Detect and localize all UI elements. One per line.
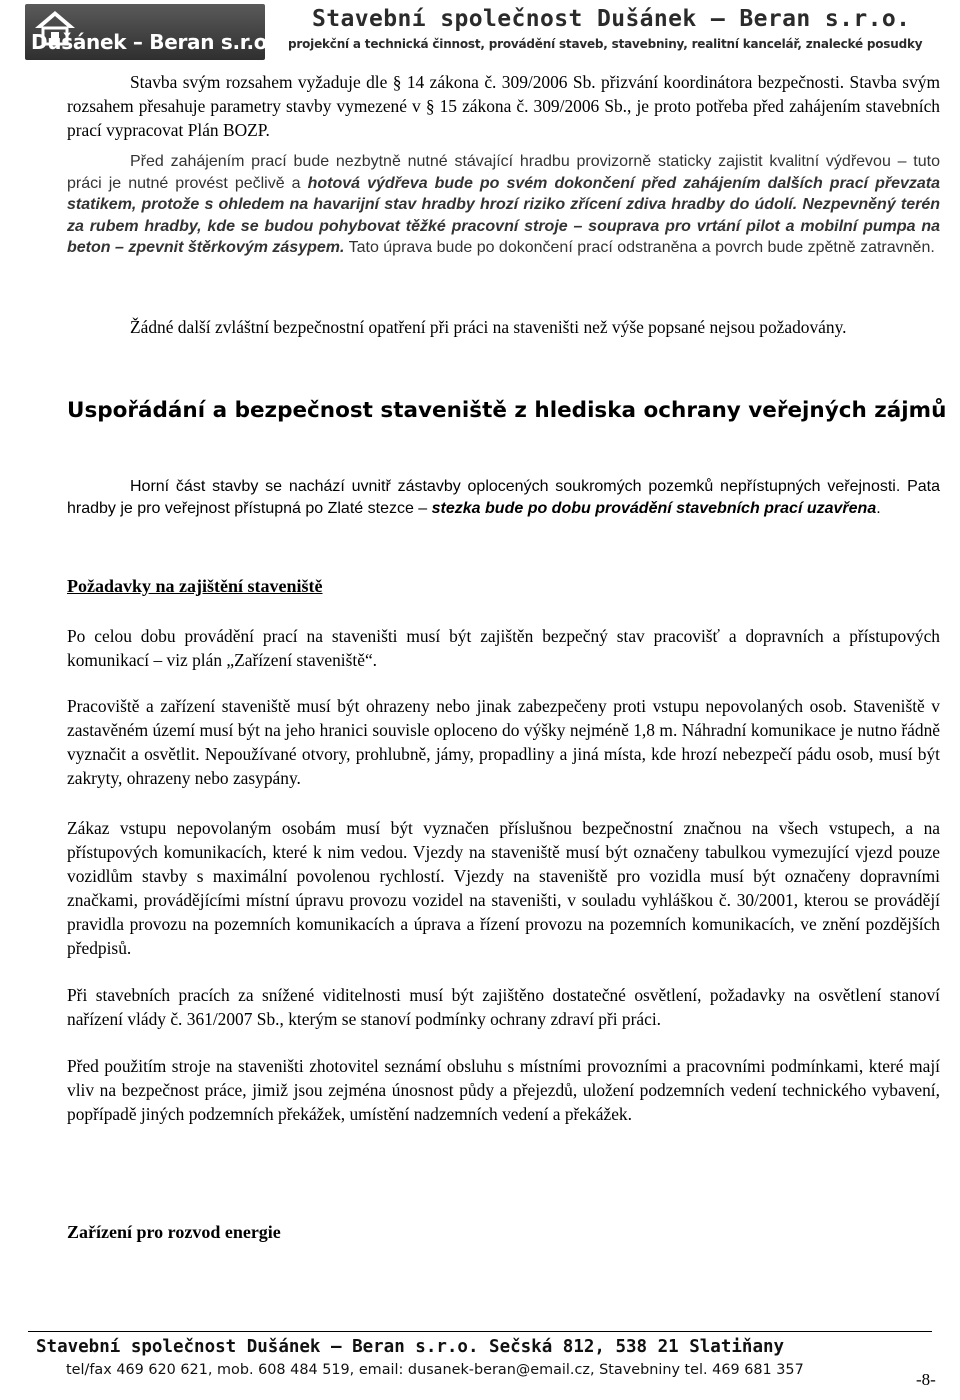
- paragraph-bozp: Stavba svým rozsahem vyžaduje dle § 14 zákona č. 309/2006 Sb. přizvání koordinátora bezpečnosti. Stavba svým rozsahem přesahuje parametry stavby vymezené v § 15 zákona č. 309/2006 Sb., je proto potřeba před zahájením stavebních prací vypracovat Plán BOZP.: [67, 72, 940, 140]
- emphasis-span: hotová výdřeva bude po svém dokončení před zahájením dalších prací převzata statikem, protože s ohledem na havarijní stav hradby hrozí riziko zřícení zdiva hradby do údolí.: [67, 174, 940, 213]
- paragraph-no-further-measures: Žádné další zvláštní bezpečnostní opatření při práci na staveništi než výše popsané nejsou požadovány.: [130, 317, 847, 337]
- footer-divider: [28, 1331, 932, 1332]
- paragraph-public-access: [67, 476, 940, 519]
- paragraph-machinery: Před použitím stroje na staveništi zhotovitel seznámí obsluhu s místními provozními a pracovními podmínkami, které mají vliv na bezpečnost práce, jimiž jsou zejména únosnost půdy a přejezdů, uložení podzemních vedení technického vybavení, popřípadě jiných podzemních překážek, umístění nadzemních vedení a překážek.: [67, 1056, 940, 1124]
- footer-contacts: tel/fax 469 620 621, mob. 608 484 519, email: dusanek-beran@email.cz, Stavebniny tel. 469 681 357: [66, 1362, 804, 1378]
- paragraph-site-safety: Po celou dobu provádění prací na staveništi musí být zajištěn bezpečný stav pracovišť a dopravních a přístupových komunikací – viz plán „Zařízení staveniště“.: [67, 626, 940, 670]
- text-span: Horní část stavby se nachází uvnitř zástavby oplocených soukromých pozemků nepřístupných veřejnosti. Pata hradby je pro veřejnost přístupná po Zlaté stezce –: [67, 478, 940, 517]
- paragraph-lighting: Při stavebních pracích za snížené viditelnosti musí být zajištěno dostatečné osvětlení, požadavky na osvětlení stanoví nařízení vlády č. 361/2007 Sb., kterým se stanoví podmínky ochrany zdraví při práci.: [67, 985, 940, 1029]
- subsection-heading: Požadavky na zajištění staveniště: [67, 576, 323, 596]
- paragraph-access-signs: Zákaz vstupu nepovolaným osobám musí být vyznačen příslušnou bezpečnostní značnou na všech vstupech, a na přístupových komunikacích, které k nim vedou. Vjezdy na staveniště musí být označeny tabulkou vymezující vjezd pouze vozidlům stavby s maximální povolenou rychlostí. Vjezdy na staveniště pro vozidla musí být označeny dopravními značkami, provádějícími místní úpravu provozu vozidel na staveništi, v souladu vyhláškou č. 30/2001, kterou se provádějí pravidla provozu na pozemních komunikacích a úprava a řízení provozu na pozemních komunikacích, ve znění pozdějších předpisů.: [67, 818, 940, 958]
- page-number: -8-: [916, 1370, 936, 1389]
- subsection-heading: Zařízení pro rozvod energie: [67, 1222, 281, 1242]
- text-span: .: [876, 499, 881, 517]
- text-span: Před zahájením prací bude nezbytně nutné stávající hradbu provizorně staticky zajistit kvalitní výdřevou – tuto práci je nutné provést pečlivě a: [67, 153, 940, 192]
- section-heading: Uspořádání a bezpečnost staveniště z hlediska ochrany veřejných zájmů: [67, 398, 947, 423]
- text-span: Tato úprava bude po dokončení prací odstraněna a povrch bude zpětně zatravněn.: [344, 239, 935, 256]
- logo-text: Dušánek – Beran s.r.o.: [31, 30, 275, 54]
- paragraph-vydreva: [67, 151, 940, 259]
- footer-address: Stavební společnost Dušánek – Beran s.r.o. Sečská 812, 538 21 Slatiňany: [36, 1337, 785, 1357]
- company-logo: [25, 4, 275, 60]
- company-subtitle: projekční a technická činnost, provádění staveb, stavebniny, realitní kancelář, znalecké posudky: [288, 37, 923, 51]
- paragraph-fencing: Pracoviště a zařízení staveniště musí být ohrazeny nebo jinak zabezpečeny proti vstupu nepovolaných osob. Staveniště v zastavěném území musí být na jeho hranici souvisle oploceno do výšky nejméně 1,8 m. Náhradní komunikace je nutno řádně vyznačit a osvětlit. Nepoužívané otvory, prohlubně, jámy, propadliny a jiná místa, kde hrozí nebezpečí pádu osob, musí být zakryty, ohrazeny nebo zasypány.: [67, 696, 940, 788]
- emphasis-span: Nezpevněný terén za rubem hradby, kde se budou pohybovat těžké pracovní stroje – souprava pro vrtání pilot a mobilní pumpa na beton – zpevnit štěrkovým zásypem.: [67, 196, 940, 256]
- company-title: Stavební společnost Dušánek – Beran s.r.o.: [312, 6, 911, 32]
- emphasis-span: stezka bude po dobu provádění stavebních prací uzavřena: [431, 499, 877, 517]
